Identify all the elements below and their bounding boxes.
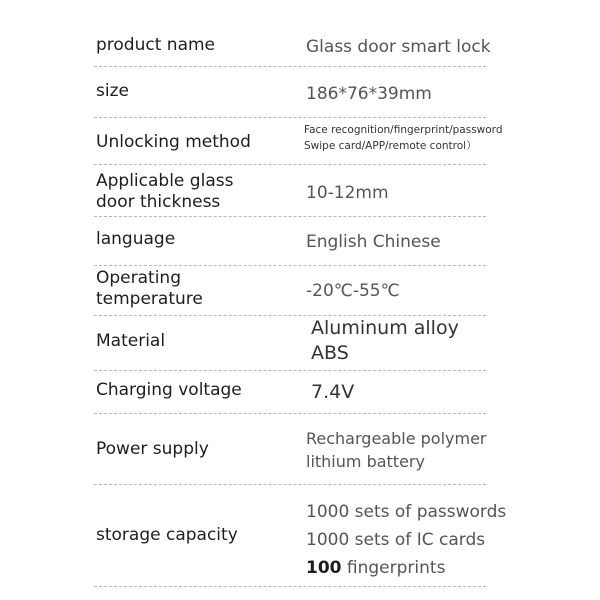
row-value: English Chinese	[306, 232, 441, 252]
fingerprints-line: 100 fingerprints	[306, 558, 446, 578]
row-label: size	[96, 81, 129, 101]
row-value: Rechargeable polymer lithium battery	[306, 429, 487, 471]
row-label: product name	[96, 35, 215, 55]
row-label: Applicable glass door thickness	[96, 171, 234, 212]
row-divider	[94, 370, 486, 371]
row-value: Aluminum alloy ABS	[311, 317, 459, 364]
row-label: language	[96, 229, 176, 249]
row-divider	[94, 164, 486, 165]
row-label: Charging voltage	[96, 380, 242, 400]
row-divider	[94, 66, 486, 67]
row-divider	[94, 413, 486, 414]
row-divider	[94, 117, 486, 118]
row-label: Unlocking method	[96, 132, 251, 152]
row-label: storage capacity	[96, 525, 238, 545]
row-value: Face recognition/fingerprint/password Swipe card/APP/remote control）	[304, 124, 503, 152]
row-value: 7.4V	[311, 381, 355, 403]
row-label: Material	[96, 331, 166, 351]
row-divider	[94, 216, 486, 217]
row-divider	[94, 484, 486, 485]
row-divider	[94, 586, 486, 587]
row-divider	[94, 265, 486, 266]
row-value: 186*76*39mm	[306, 84, 432, 104]
row-label: Power supply	[96, 439, 209, 459]
row-value: 10-12mm	[306, 183, 389, 203]
row-value: -20℃-55℃	[306, 281, 400, 301]
row-label: Operating temperature	[96, 268, 203, 309]
row-value: 1000 sets of passwords 1000 sets of IC cards 100 fingerprints	[306, 498, 586, 582]
row-value: Glass door smart lock	[306, 37, 491, 57]
